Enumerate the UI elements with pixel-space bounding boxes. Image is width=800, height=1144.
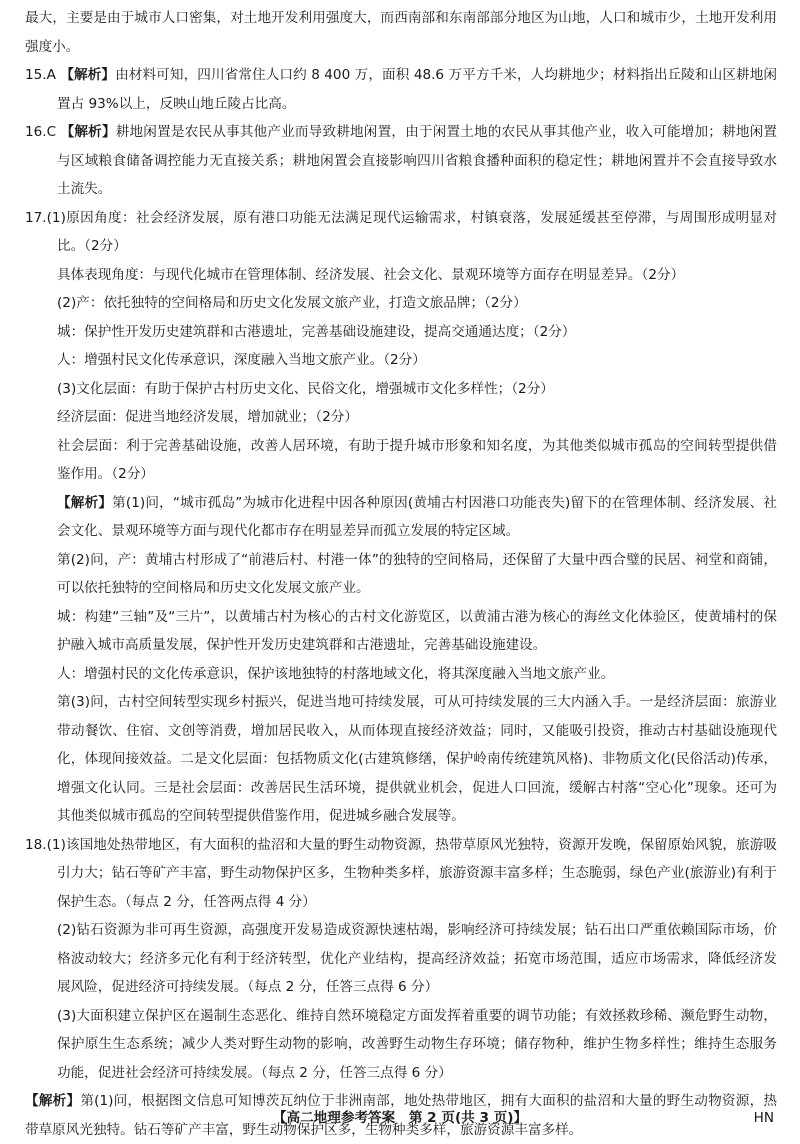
analysis-label: 【解析】 [25,1093,81,1109]
answer-paragraph [25,489,777,546]
analysis-label: 【解析】 [57,494,113,511]
paragraph-text: (2)钻石资源为非可再生资源，高强度开发易造成资源快速枯竭，影响经济可持续发展；钻石出口严重依赖国际市场，价格波动较大；经济多元化有利于经济转型，优化产业结构，提高经济效益；拓宽市场范围，适应市场需求，降低经济发展风险，促进经济可持续发展。（每点 2 分，任答三点得 6 分） [57,922,777,995]
paragraph-text: 人：增强村民文化传承意识，深度融入当地文旅产业。（2分） [57,352,426,368]
answer-paragraph [25,916,777,1002]
answer-paragraph [25,375,777,404]
answer-paragraph [25,1002,777,1088]
paragraph-text: 第(1)问，“城市孤岛”为城市化进程中因各种原因(黄埔古村因港口功能丧失)留下的在管理体制、经济发展、社会文化、景观环境等方面与现代化都市存在明显差异而孤立发展的特定区域。 [57,494,778,539]
paragraph-text: 由材料可知，四川省常住人口约 8 400 万，面积 48.6 万平方千米，人均耕地少；材料指出丘陵和山区耕地闲置占 93%以上，反映山地丘陵占比高。 [57,67,777,112]
answer-paragraph [25,318,777,347]
analysis-label: 【解析】 [60,67,116,83]
answer-paragraph [25,118,777,204]
paragraph-text: 城：保护性开发历史建筑群和古港遗址，完善基础设施建设，提高交通通达度；（2分） [57,323,576,340]
answer-paragraph [25,603,777,660]
paragraph-text: 第(3)问，古村空间转型实现乡村振兴，促进当地可持续发展，可从可持续发展的三大内涵入手。一是经济层面：旅游业带动餐饮、住宿、文创等消费，增加居民收入，从而体现直接经济效益；同时，又能吸引投资，推动古村基础设施现代化，体现间接效益。二是文化层面：包括物质文化(古建筑修缮，保护岭南传统建筑风格)、非物质文化(民俗活动)传承，增强文化认同。三是社会层面：改善居民生活环境，提供就业机会，促进人口回流，缓解古村落“空心化”现象。还可为其他类似城市孤岛的空间转型提供借鉴作用，促进城乡融合发展等。 [57,694,777,824]
answer-paragraph [25,831,777,917]
paragraph-text: (2)产：依托独特的空间格局和历史文化发展文旅产业，打造文旅品牌；（2分） [57,295,527,311]
footer-region-code: HN [753,1110,774,1126]
answer-paragraph [25,261,777,290]
answer-paragraph [25,403,777,432]
paragraph-text: 第(1)问，根据图文信息可知博茨瓦纳位于非洲南部，地处热带地区，拥有大面积的盐沼和大量的野生动物资源，热带草原风光独特。钻石等矿产丰富，野生动物保护区多，生物种类多样，旅游资源丰富多样。 [25,1093,777,1138]
paragraph-text: (3)大面积建立保护区在遏制生态恶化、维持自然环境稳定方面发挥着重要的调节功能；有效拯救珍稀、濒危野生动物，保护原生生态系统；减少人类对野生动物的影响，改善野生动物生存环境；储存物种，维护生物多样性；维持生态服务功能，促进社会经济可持续发展。（每点 2 分，任答三点得 6 分） [57,1007,777,1081]
answer-paragraph [25,289,777,318]
paragraph-text: 人：增强村民的文化传承意识，保护该地独特的村落地域文化，将其深度融入当地文旅产业。 [57,665,615,682]
answer-paragraph [25,660,777,689]
answer-paragraph [25,546,777,603]
paragraph-text: 15.A [25,67,61,83]
answer-body [25,4,777,1144]
paragraph-text: 耕地闲置是农民从事其他产业而导致耕地闲置，由于闲置土地的农民从事其他产业，收入可能增加；耕地闲置与区域粮食储备调控能力无直接关系；耕地闲置会直接影响四川省粮食播种面积的稳定性；耕地闲置并不会直接导致水土流失。 [57,124,778,197]
paragraph-text: 最大，主要是由于城市人口密集，对土地开发利用强度大，而西南部和东南部部分地区为山地，人口和城市少，土地开发利用强度小。 [25,10,777,55]
paragraph-text: 16.C [25,124,61,140]
page-footer [0,1103,800,1133]
paragraph-text: 17.(1)原因角度：社会经济发展，原有港口功能无法满足现代运输需求，村镇衰落，发展延缓甚至停滞，与周围形成明显对比。（2分） [25,209,777,254]
paragraph-text: 具体表现角度：与现代化城市在管理体制、经济发展、社会文化、景观环境等方面存在明显差异。（2分） [57,266,685,283]
answer-paragraph [25,4,777,61]
paragraph-text: 经济层面：促进当地经济发展，增加就业；（2分） [57,409,358,425]
paragraph-text: 第(2)问，产：黄埔古村形成了“前港后村、村港一体”的独特的空间格局，还保留了大量中西合璧的民居、祠堂和商铺，可以依托独特的空间格局和历史文化发展文旅产业。 [57,551,777,596]
answer-paragraph [25,346,777,375]
paragraph-text: (3)文化层面：有助于保护古村历史文化、民俗文化，增强城市文化多样性；（2分） [57,380,554,397]
answer-paragraph [25,204,777,261]
analysis-label: 【解析】 [60,124,116,140]
footer-title: 【高二地理参考答案 第 2 页(共 3 页)】 [272,1110,528,1126]
answer-paragraph [25,688,777,831]
paragraph-text: 城：构建“三轴”及“三片”，以黄埔古村为核心的古村文化游览区，以黄浦古港为核心的海丝文化体验区，使黄埔村的保护融入城市高质量发展，保护性开发历史建筑群和古港遗址，完善基础设施建设。 [57,608,777,653]
paragraph-text: 18.(1)该国地处热带地区，有大面积的盐沼和大量的野生动物资源，热带草原风光独特，资源开发晚，保留原始风貌，旅游吸引力大；钻石等矿产丰富，野生动物保护区多，生物种类多样，旅游资源丰富多样；生态脆弱，绿色产业(旅游业)有利于保护生态。（每点 2 分，任答两点得 4 分） [25,836,777,910]
answer-paragraph [25,61,777,118]
answer-paragraph [25,432,777,489]
paragraph-text: 社会层面：利于完善基础设施，改善人居环境，有助于提升城市形象和知名度，为其他类似城市孤岛的空间转型提供借鉴作用。（2分） [57,437,777,482]
